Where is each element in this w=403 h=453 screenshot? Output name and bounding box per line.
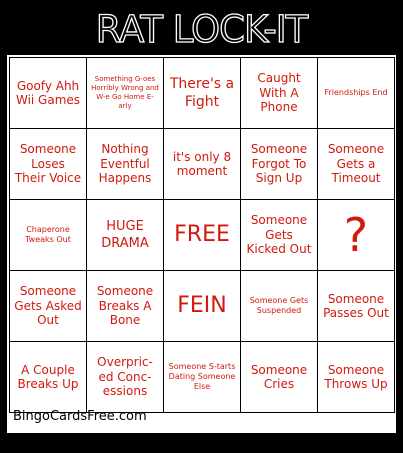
card-title: RAT LOCK-IT xyxy=(95,8,308,51)
cell-text: FREE xyxy=(174,222,230,247)
bingo-cell[interactable] xyxy=(164,342,240,412)
bingo-cell[interactable] xyxy=(318,129,394,199)
bingo-cell[interactable] xyxy=(241,129,317,199)
footer-credit: BingoCardsFree.com xyxy=(13,409,147,424)
bingo-cell[interactable] xyxy=(87,129,163,199)
bingo-board xyxy=(7,55,396,433)
bingo-cell[interactable] xyxy=(87,271,163,341)
cell-text: Overpric-ed Conc-essions xyxy=(97,355,153,399)
bingo-cell[interactable] xyxy=(241,342,317,412)
bingo-cell[interactable] xyxy=(10,342,86,412)
free-space-cell[interactable] xyxy=(164,200,240,270)
cell-text: Someone Gets Kicked Out xyxy=(246,213,312,257)
bingo-cell[interactable] xyxy=(10,58,86,128)
bingo-cell[interactable] xyxy=(241,271,317,341)
cell-text: Friendships End xyxy=(324,88,388,97)
bingo-cell[interactable] xyxy=(318,271,394,341)
cell-text: Someone Gets a Timeout xyxy=(327,142,385,186)
cell-text: Chaperone Tweaks Out xyxy=(25,225,71,244)
cell-text: Someone Forgot To Sign Up xyxy=(250,142,308,186)
bingo-cell[interactable] xyxy=(318,200,394,270)
cell-text: HUGE DRAMA xyxy=(101,219,149,251)
cell-text: There's a Fight xyxy=(169,76,235,110)
cell-text: Something G-oes Horribly Wrong and W-e Go Home E-arly xyxy=(91,75,159,110)
cell-text: FEIN xyxy=(177,293,227,318)
bingo-grid xyxy=(9,57,395,413)
bingo-cell[interactable] xyxy=(164,58,240,128)
bingo-cell[interactable] xyxy=(10,271,86,341)
cell-text: Nothing Eventful Happens xyxy=(98,142,152,186)
cell-text: Someone S-tarts Dating Someone Else xyxy=(168,362,236,391)
cell-text: Someone Gets Suspended xyxy=(249,296,309,315)
cell-text: Someone Throws Up xyxy=(324,362,388,391)
bingo-cell[interactable] xyxy=(87,58,163,128)
cell-text: Someone Passes Out xyxy=(323,291,389,320)
bingo-cell[interactable] xyxy=(10,200,86,270)
cell-text: Someone Loses Their Voice xyxy=(14,142,82,186)
bingo-cell[interactable] xyxy=(318,342,394,412)
cell-text: Someone Cries xyxy=(250,362,308,391)
bingo-cell[interactable] xyxy=(241,58,317,128)
cell-text: it's only 8 moment xyxy=(172,149,232,178)
bingo-cell[interactable] xyxy=(164,129,240,199)
bingo-cell[interactable] xyxy=(318,58,394,128)
cell-text: Goofy Ahh Wii Games xyxy=(15,78,81,107)
bingo-cell[interactable] xyxy=(164,271,240,341)
bingo-cell[interactable] xyxy=(241,200,317,270)
cell-text: ? xyxy=(343,208,369,262)
cell-text: A Couple Breaks Up xyxy=(17,362,79,391)
cell-text: Someone Gets Asked Out xyxy=(14,284,82,328)
cell-text: Caught With A Phone xyxy=(257,71,301,115)
bingo-cell[interactable] xyxy=(87,342,163,412)
bingo-cell[interactable] xyxy=(87,200,163,270)
bingo-cell[interactable] xyxy=(10,129,86,199)
cell-text: Someone Breaks A Bone xyxy=(96,284,154,328)
